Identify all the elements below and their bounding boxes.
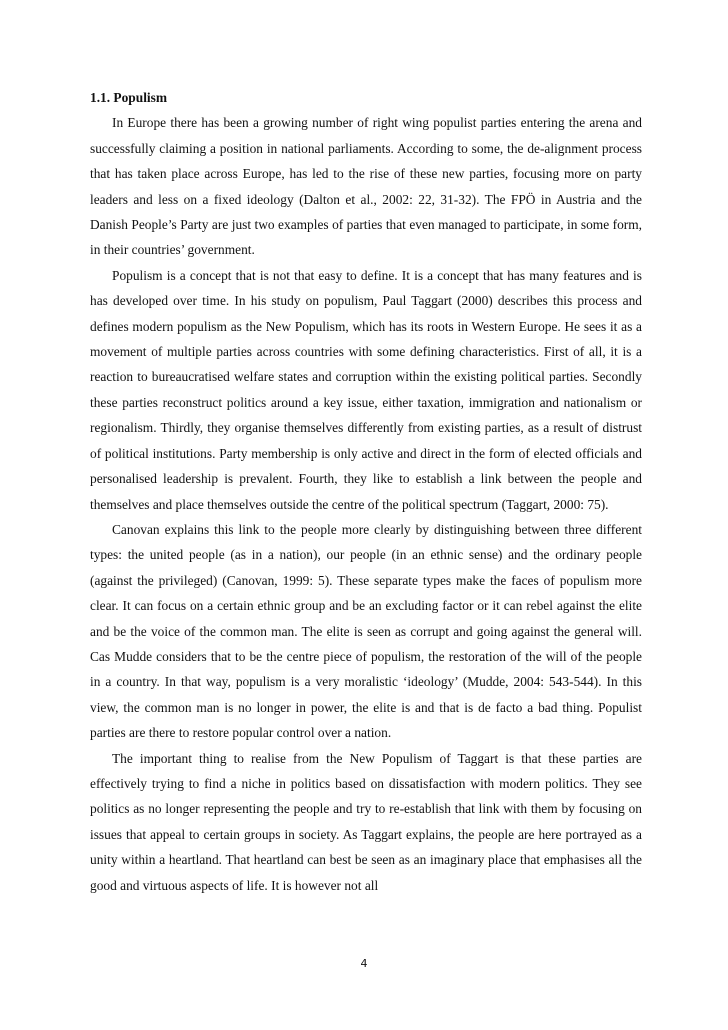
paragraph: In Europe there has been a growing number of right wing populist parties entering the arena and successfully claiming a position in national parliaments. According to some, the de-alignment process that has taken place across Europe, has led to the rise of these new parties, focusing more on party leaders and less on a fixed ideology (Dalton et al., 2002: 22, 31-32). The FPÖ in Austria and the Danish People’s Party are just two examples of parties that even managed to participate, in some form, in their countries’ government.	[90, 115, 642, 258]
page-number: 4	[360, 957, 368, 970]
body-text	[90, 85, 642, 898]
paragraph: The important thing to realise from the New Populism of Taggart is that these parties are effectively trying to find a niche in politics based on dissatisfaction with modern politics. They see politics as no longer representing the people and try to re-establish that link with them by focusing on issues that appeal to certain groups in society. As Taggart explains, the people are here portrayed as a unity within a heartland. That heartland can best be seen as an imaginary place that emphasises all the good and virtuous aspects of life. It is however not all	[90, 750, 642, 893]
paragraph: Canovan explains this link to the people more clearly by distinguishing between three different types: the united people (as in a nation), our people (in an ethnic sense) and the ordinary people (against the privileged) (Canovan, 1999: 5). These separate types make the faces of populism more clear. It can focus on a certain ethnic group and be an excluding factor or it can rebel against the elite and be the voice of the common man. The elite is seen as corrupt and going against the general will. Cas Mudde considers that to be the centre piece of populism, the restoration of the will of the people in a country. In that way, populism is a very moralistic ‘ideology’ (Mudde, 2004: 543-544). In this view, the common man is no longer in power, the elite is and that is de facto a bad thing. Populist parties are there to restore popular control over a nation.	[90, 521, 642, 741]
paragraph: Populism is a concept that is not that easy to define. It is a concept that has many features and is has developed over time. In his study on populism, Paul Taggart (2000) describes this process and defines modern populism as the New Populism, which has its roots in Western Europe. He sees it as a movement of multiple parties across countries with some defining characteristics. First of all, it is a reaction to bureaucratised welfare states and corruption within the existing political parties. Secondly these parties reconstruct politics around a key issue, either taxation, immigration and nationalism or regionalism. Thirdly, they organise themselves differently from existing parties, as a result of distrust of political institutions. Party membership is only active and direct in the form of elected officials and personalised leadership is prevalent. Fourth, they like to establish a link between the people and themselves and place themselves outside the centre of the political spectrum (Taggart, 2000: 75).	[90, 267, 642, 512]
section-heading: 1.1. Populism	[90, 90, 168, 105]
